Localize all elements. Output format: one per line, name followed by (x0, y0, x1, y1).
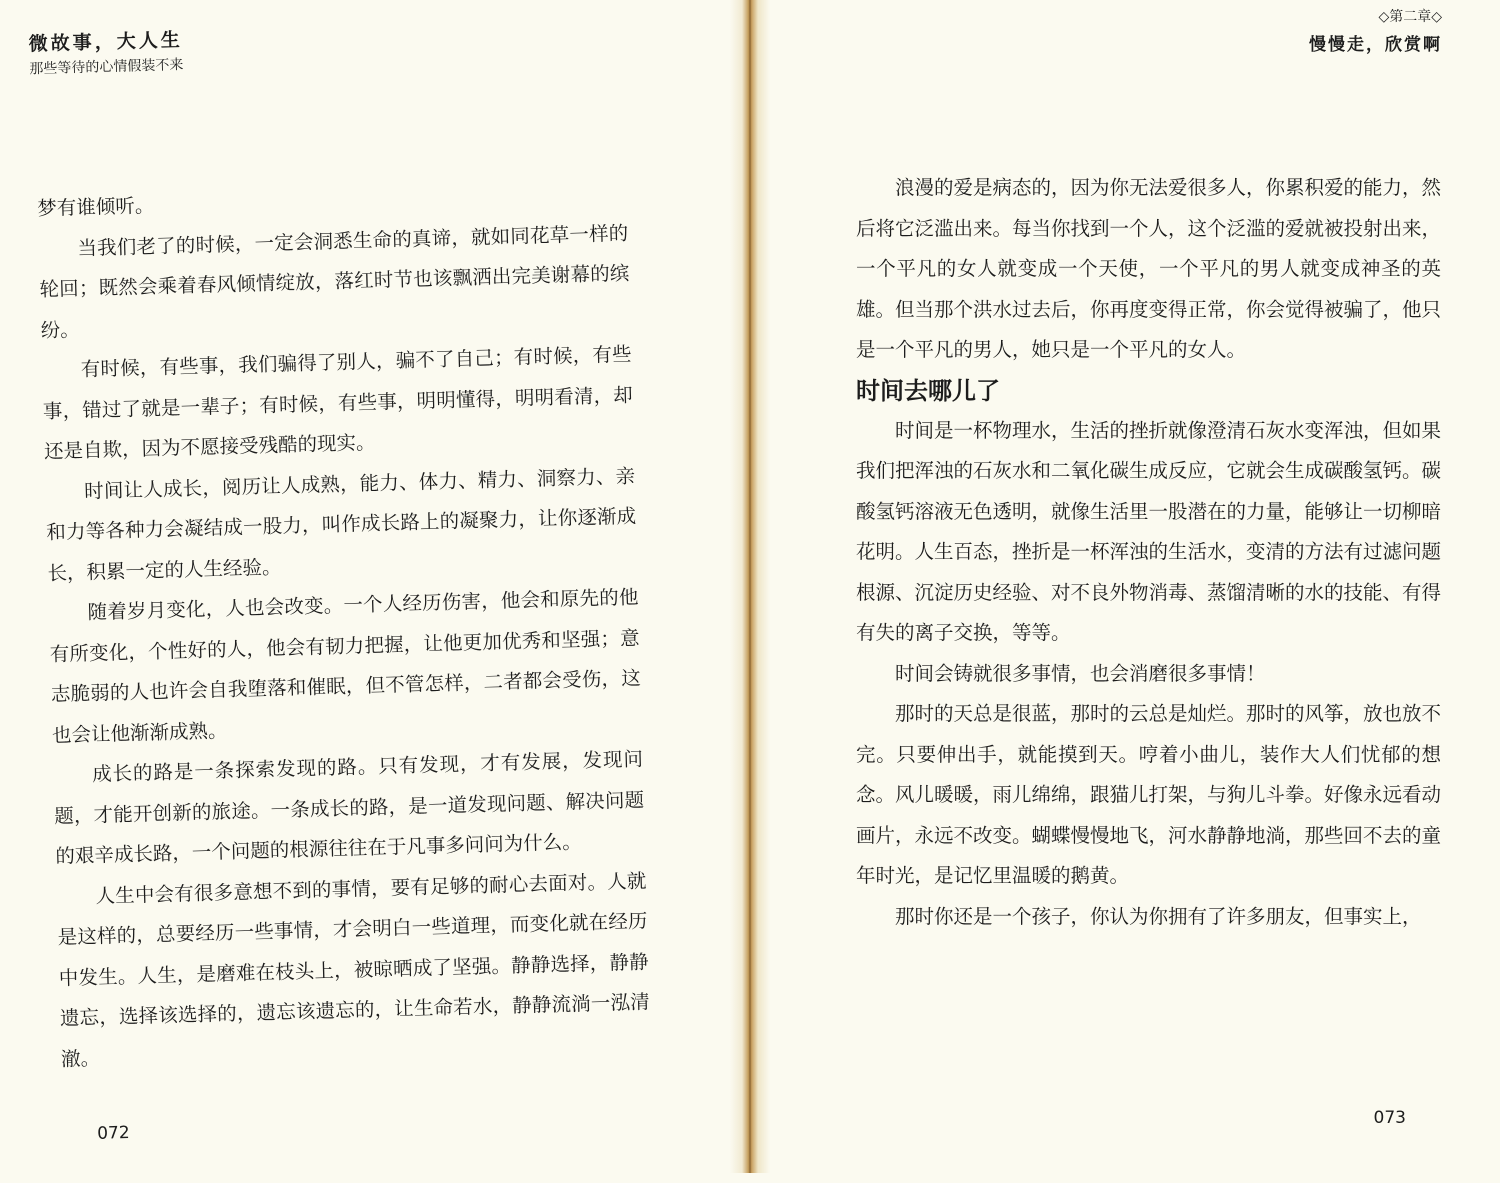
paragraph: 当我们老了的时候，一定会洞悉生命的真谛，就如同花草一样的轮回；既然会乘着春风倾情绽放，落红时节也该飘洒出完美谢幕的缤纷。 (39, 221, 630, 342)
paragraph: 随着岁月变化，人也会改变。一个人经历伤害，他会和原先的他有所变化，个性好的人，他会有韧力把握，让他更加优秀和坚强；意志脆弱的人也许会自我堕落和催眠，但不管怎样，二者都会受伤，这也会让他渐渐成熟。 (49, 585, 641, 747)
right-page (760, 0, 1500, 1173)
paragraph: 那时的天总是很蓝，那时的云总是灿烂。那时的风筝，放也放不完。只要伸出手，就能摸到天。哼着小曲儿，装作大人们忧郁的想念。风儿暖暖，雨儿绵绵，跟猫儿打架，与狗儿斗拳。好像永远看动画片，永远不改变。蝴蝶慢慢地飞，河水静静地淌，那些回不去的童年时光，是记忆里温暖的鹅黄。 (856, 702, 1442, 887)
book-title: 微故事，大人生 (28, 29, 183, 56)
running-header-right (1309, 6, 1442, 55)
paragraph: 有时候，有些事，我们骗得了别人，骗不了自己；有时候，有些事，错过了就是一辈子；有时候，有些事，明明懂得，明明看清，却还是自欺，因为不愿接受残酷的现实。 (42, 342, 634, 464)
left-page-body (37, 173, 652, 1080)
page-number-right: 073 (1373, 1108, 1406, 1128)
chapter-title: 慢慢走，欣赏啊 (1309, 35, 1442, 55)
chapter-label: ◇第二章◇ (1378, 9, 1442, 25)
right-page-body (856, 168, 1441, 937)
section-title: 时间去哪儿了 (856, 376, 1000, 405)
page-number-left: 072 (96, 1122, 130, 1144)
paragraph: 梦有谁倾听。 (36, 193, 155, 221)
paragraph: 浪漫的爱是病态的，因为你无法爱很多人，你累积爱的能力，然后将它泛滥出来。每当你找到一个人，这个泛滥的爱就被投射出来，一个平凡的女人就变成一个天使，一个平凡的男人就变成神圣的英雄。但当那个洪水过去后，你再度变得正常，你会觉得被骗了，他只是一个平凡的男人，她只是一个平凡的女人。 (856, 176, 1442, 361)
paragraph: 人生中会有很多意想不到的事情，要有足够的耐心去面对。人就是这样的，总要经历一些事情，才会明白一些道理，而变化就在经历中发生。人生，是磨难在枝头上，被晾晒成了坚强。静静选择，静静遗忘，选择该选择的，遗忘该遗忘的，让生命若水，静静流淌一泓清澈。 (57, 868, 651, 1071)
paragraph: 成长的路是一条探索发现的路。只有发现，才有发展，发现问题，才能开创新的旅途。一条成长的路，是一道发现问题、解决问题的艰辛成长路，一个问题的根源往往在于凡事多问问为什么。 (53, 747, 645, 868)
book-subtitle: 那些等待的心情假装不来 (29, 57, 184, 78)
running-header-left (28, 25, 183, 78)
paragraph: 时间让人成长，阅历让人成熟，能力、体力、精力、洞察力、亲和力等各种力会凝结成一股力，叫作成长路上的凝聚力，让你逐渐成长，积累一定的人生经验。 (46, 464, 637, 585)
paragraph: 时间会铸就很多事情，也会消磨很多事情！ (895, 661, 1266, 685)
paragraph: 时间是一杯物理水，生活的挫折就像澄清石灰水变浑浊，但如果我们把浑浊的石灰水和二氧化碳生成反应，它就会生成碳酸氢钙。碳酸氢钙溶液无色透明，就像生活里一股潜在的力量，能够让一切柳暗花明。人生百态，挫折是一杯浑浊的生活水，变清的方法有过滤问题根源、沉淀历史经验、对不良外物消毒、蒸馏清晰的水的技能、有得有失的离子交换，等等。 (856, 418, 1442, 644)
paragraph: 那时你还是一个孩子，你认为你拥有了许多朋友，但事实上， (895, 904, 1422, 928)
